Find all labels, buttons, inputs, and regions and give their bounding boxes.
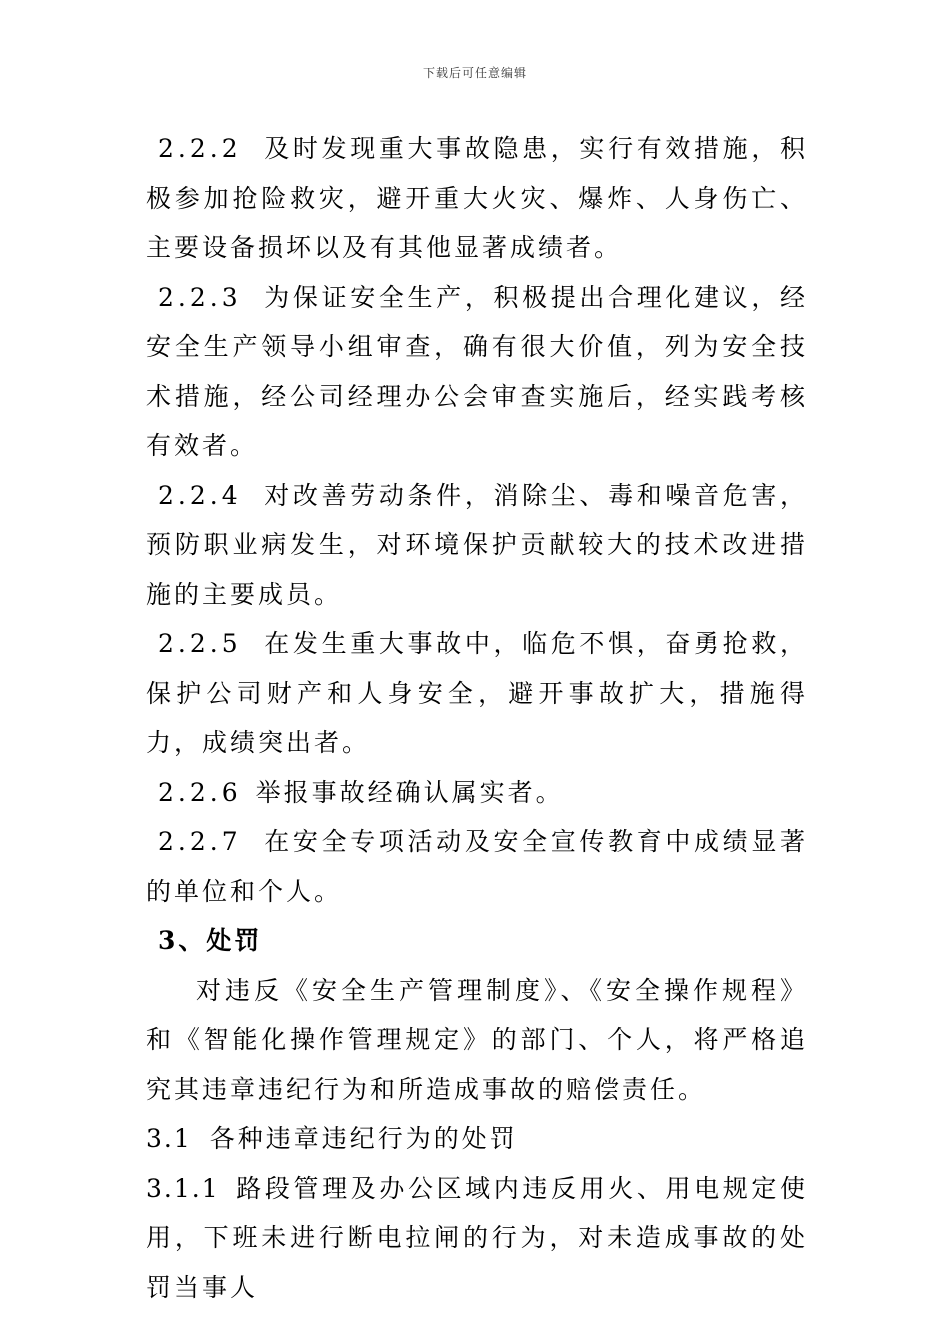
subsection-number: 3.1 (146, 1124, 192, 1153)
clause-3-1-1 (146, 1164, 808, 1313)
clause-2-2-3 (146, 273, 808, 471)
clause-2-2-5 (146, 619, 808, 768)
clause-text: 路段管理及办公区域内违反用火、用电规定使用，下班未进行断电拉闸的行为，对未造成事故的处罚当事人 (146, 1173, 808, 1302)
clause-2-2-4 (146, 471, 808, 620)
clause-number: 2.2.4 (158, 480, 242, 510)
subsection-title: 各种违章违纪行为的处罚 (209, 1124, 518, 1153)
clause-text: 及时发现重大事故隐患，实行有效措施，积极参加抢险救灾，避开重大火灾、爆炸、人身伤亡、主要设备损坏以及有其他显著成绩者。 (146, 134, 808, 262)
document-body (146, 124, 808, 1312)
clause-text: 举报事故经确认属实者。 (255, 777, 564, 807)
section-intro: 对违反《安全生产管理制度》、《安全操作规程》和《智能化操作管理规定》的部门、个人，将严格追究其违章违纪行为和所造成事故的赔偿责任。 (146, 975, 808, 1104)
clause-text: 在发生重大事故中，临危不惧，奋勇抢救，保护公司财产和人身安全，避开事故扩大，措施得力，成绩突出者。 (146, 629, 808, 757)
clause-text: 对改善劳动条件，消除尘、毒和噪音危害，预防职业病发生，对环境保护贡献较大的技术改进措施的主要成员。 (146, 480, 808, 609)
clause-2-2-7 (146, 817, 808, 916)
clause-number: 2.2.6 (158, 777, 242, 807)
clause-text: 为保证安全生产，积极提出合理化建议，经安全生产领导小组审查，确有很大价值，列为安全技术措施，经公司经理办公会审查实施后，经实践考核有效者。 (146, 282, 808, 460)
clause-number: 3.1.1 (146, 1173, 220, 1203)
section-heading-penalty: 3、处罚 (158, 926, 263, 955)
clause-number: 2.2.7 (158, 827, 242, 856)
subsection-3-1 (146, 1114, 808, 1164)
clause-2-2-2 (146, 124, 808, 273)
clause-number: 2.2.2 (158, 134, 242, 163)
clause-number: 2.2.3 (158, 282, 242, 312)
page-header: 下载后可任意编辑 (422, 66, 527, 80)
clause-number: 2.2.5 (158, 629, 242, 658)
clause-text: 在安全专项活动及安全宣传教育中成绩显著的单位和个人。 (146, 827, 808, 906)
clause-2-2-6 (146, 768, 808, 818)
